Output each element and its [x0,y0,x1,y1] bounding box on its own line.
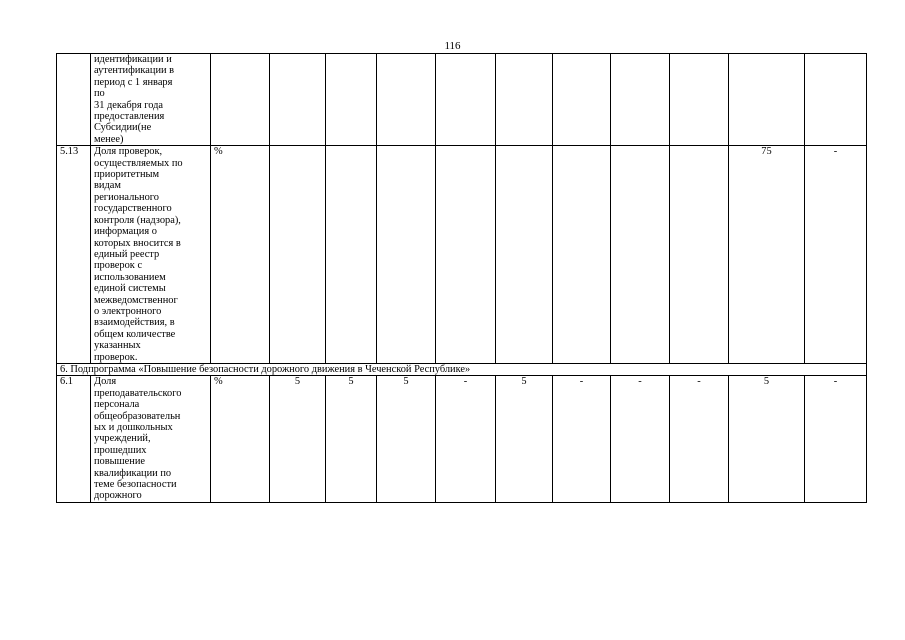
value-cell [670,54,729,146]
table-row [57,54,867,146]
row-number-cell [57,54,91,146]
unit-cell: % [211,376,270,502]
value-cell [436,54,496,146]
value-cell: 5 [377,376,436,502]
indicators-table [56,53,867,503]
page-number: 116 [444,40,461,52]
indicator-name-cell: Доля проверок, осуществляемых по приоритетным видам регионального государственного контроля (надзора), информация о которых вносится в единый реестр проверок с использованием единой системы межведомственног о электронного взаимодействия, в общем количестве указанных проверок. [91,146,211,364]
value-cell [270,54,326,146]
value-cell [326,146,377,364]
section-header-row [57,363,867,375]
indicator-name-cell: идентификации и аутентификации в период с 1 января по 31 декабря года предоставления Субсидии(не менее) [91,54,211,146]
indicator-name-cell: Доля преподавательского персонала общеобразовательн ых и дошкольных учреждений, прошедших повышение квалификации по теме безопасности дорожного [91,376,211,502]
value-cell [729,54,805,146]
value-cell [496,146,553,364]
value-cell: - [611,376,670,502]
unit-cell: % [211,146,270,364]
row-number-cell: 6.1 [57,376,91,502]
value-cell: 75 [729,146,805,364]
value-cell: 5 [729,376,805,502]
table-row [57,146,867,364]
value-cell [377,54,436,146]
value-cell [553,54,611,146]
value-cell [326,54,377,146]
value-cell [553,146,611,364]
value-cell [377,146,436,364]
value-cell: - [436,376,496,502]
value-cell [805,54,867,146]
value-cell [436,146,496,364]
value-cell [496,54,553,146]
unit-cell [211,54,270,146]
subprogram-heading: 6. Подпрограмма «Повышение безопасности дорожного движения в Чеченской Республике» [57,363,867,375]
table-row [57,376,867,502]
value-cell: - [670,376,729,502]
value-cell [670,146,729,364]
value-cell [611,54,670,146]
value-cell: 5 [496,376,553,502]
value-cell: - [553,376,611,502]
value-cell: - [805,146,867,364]
value-cell: - [805,376,867,502]
row-number-cell: 5.13 [57,146,91,364]
value-cell: 5 [270,376,326,502]
value-cell [270,146,326,364]
value-cell: 5 [326,376,377,502]
value-cell [611,146,670,364]
